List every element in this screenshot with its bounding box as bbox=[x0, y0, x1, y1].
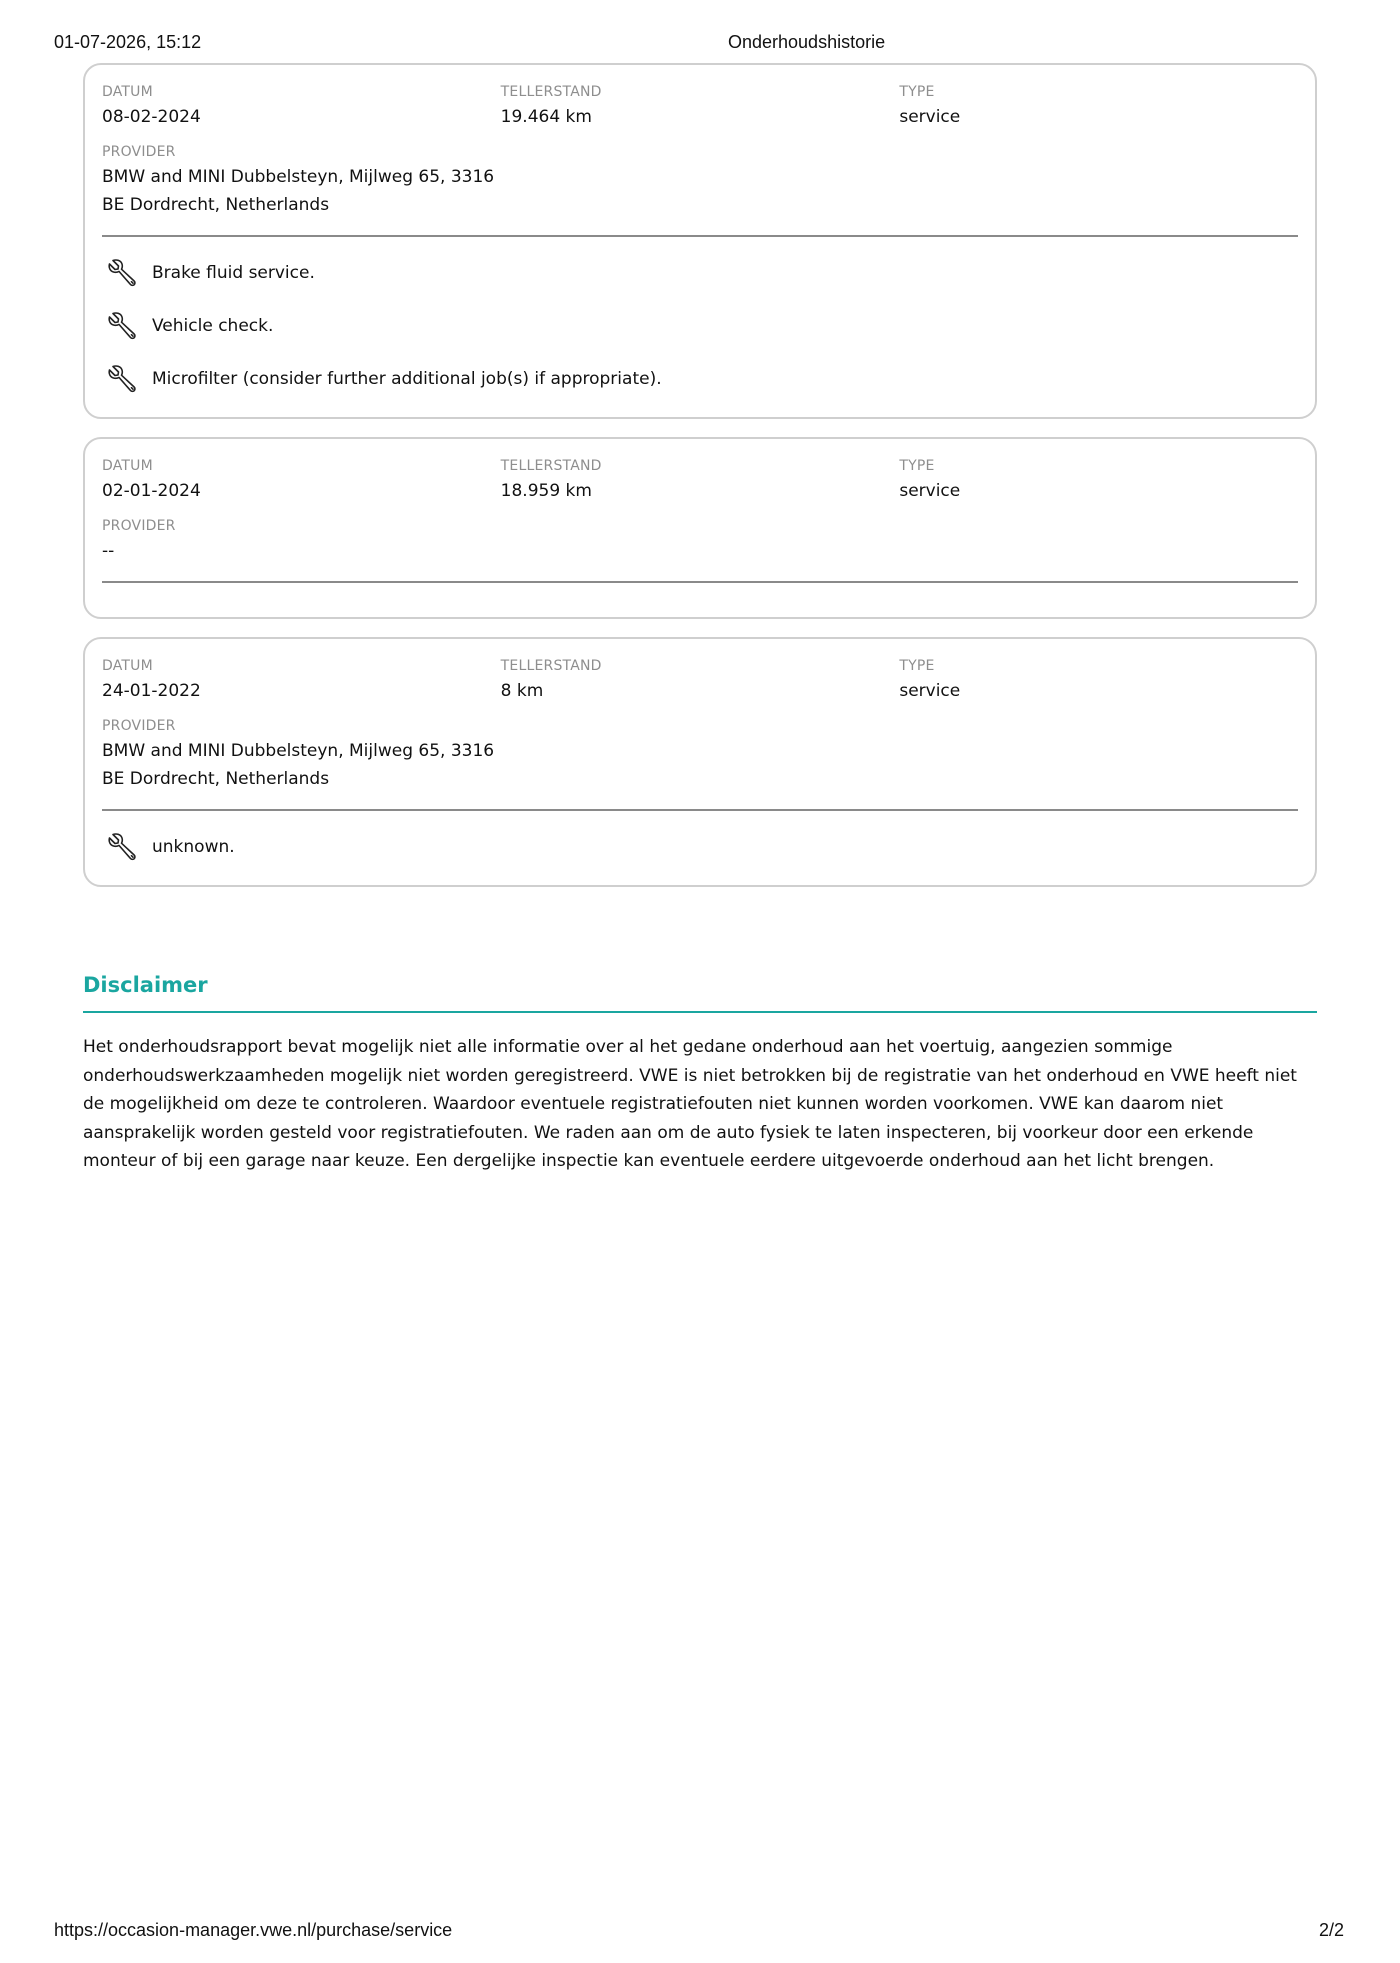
maintenance-record-card bbox=[83, 63, 1317, 419]
type-column bbox=[899, 457, 1298, 504]
provider-label: PROVIDER bbox=[102, 518, 176, 534]
type-value: service bbox=[899, 107, 961, 127]
job-label: Brake fluid service. bbox=[152, 263, 315, 283]
type-column bbox=[899, 83, 1298, 130]
tellerstand-label: TELLERSTAND bbox=[500, 84, 602, 100]
type-value: service bbox=[899, 481, 961, 501]
wrench-icon bbox=[106, 257, 138, 289]
datum-label: DATUM bbox=[102, 84, 153, 100]
job-label: Vehicle check. bbox=[152, 316, 274, 336]
maintenance-records bbox=[83, 63, 1317, 905]
job-list bbox=[102, 583, 1298, 617]
datum-label: DATUM bbox=[102, 658, 153, 674]
wrench-icon bbox=[106, 310, 138, 342]
tellerstand-label: TELLERSTAND bbox=[500, 658, 602, 674]
job-label: unknown. bbox=[152, 837, 235, 857]
datum-column bbox=[102, 457, 501, 504]
wrench-icon bbox=[106, 363, 138, 395]
job-label: Microfilter (consider further additional job(s) if appropriate). bbox=[152, 369, 662, 389]
maintenance-record-card bbox=[83, 437, 1317, 619]
maintenance-record-card bbox=[83, 637, 1317, 887]
provider-value: -- bbox=[102, 541, 115, 561]
tellerstand-column bbox=[501, 83, 900, 130]
type-column bbox=[899, 657, 1298, 704]
job-item bbox=[102, 829, 1298, 865]
datum-value: 02-01-2024 bbox=[102, 481, 201, 501]
disclaimer-divider bbox=[83, 1011, 1317, 1013]
tellerstand-value: 8 km bbox=[500, 681, 544, 701]
tellerstand-column bbox=[501, 657, 900, 704]
wrench-icon bbox=[106, 831, 138, 863]
datum-value: 24-01-2022 bbox=[102, 681, 201, 701]
job-list bbox=[102, 237, 1298, 417]
job-item bbox=[102, 308, 1298, 344]
tellerstand-value: 19.464 km bbox=[500, 107, 592, 127]
job-item bbox=[102, 361, 1298, 397]
job-list bbox=[102, 811, 1298, 885]
print-footer-url: https://occasion-manager.vwe.nl/purchase/service bbox=[54, 1920, 453, 1940]
print-title: Onderhoudshistorie bbox=[728, 32, 886, 52]
datum-value: 08-02-2024 bbox=[102, 107, 201, 127]
provider-block bbox=[102, 517, 1298, 565]
provider-block bbox=[102, 717, 1298, 793]
type-label: TYPE bbox=[899, 84, 935, 100]
type-label: TYPE bbox=[899, 658, 935, 674]
tellerstand-value: 18.959 km bbox=[500, 481, 592, 501]
record-meta-row bbox=[102, 83, 1298, 130]
datum-label: DATUM bbox=[102, 458, 153, 474]
provider-block bbox=[102, 143, 1298, 219]
type-label: TYPE bbox=[899, 458, 935, 474]
tellerstand-column bbox=[501, 457, 900, 504]
job-item bbox=[102, 255, 1298, 291]
record-meta-row bbox=[102, 657, 1298, 704]
print-page-number: 2/2 bbox=[1318, 1920, 1344, 1940]
provider-label: PROVIDER bbox=[102, 144, 176, 160]
provider-label: PROVIDER bbox=[102, 718, 176, 734]
datum-column bbox=[102, 657, 501, 704]
disclaimer-heading: Disclaimer bbox=[83, 973, 208, 997]
type-value: service bbox=[899, 681, 961, 701]
tellerstand-label: TELLERSTAND bbox=[500, 458, 602, 474]
datum-column bbox=[102, 83, 501, 130]
disclaimer-text: Het onderhoudsrapport bevat mogelijk niet alle informatie over al het gedane onderhoud aan het voertuig, aangezien sommige onderhoudswerkzaamheden mogelijk niet worden geregistreerd. VWE is niet betrokken bij de registratie van het onderhoud en VWE heeft niet de mogelijkheid om deze te controleren. Waardoor eventuele registratiefouten niet kunnen worden voorkomen. VWE kan daarom niet aansprakelijk worden gesteld voor registratiefouten. We raden aan om de auto fysiek te laten inspecteren, bij voorkeur door een erkende monteur of bij een garage naar keuze. Een dergelijke inspectie kan eventuele eerdere uitgevoerde onderhoud aan het licht brengen. bbox=[83, 1037, 1297, 1171]
print-datetime: 01-07-2026, 15:12 bbox=[54, 32, 202, 52]
provider-value: BMW and MINI Dubbelsteyn, Mijlweg 65, 3316 BE Dordrecht, Netherlands bbox=[102, 741, 495, 789]
record-meta-row bbox=[102, 457, 1298, 504]
provider-value: BMW and MINI Dubbelsteyn, Mijlweg 65, 3316 BE Dordrecht, Netherlands bbox=[102, 167, 495, 215]
